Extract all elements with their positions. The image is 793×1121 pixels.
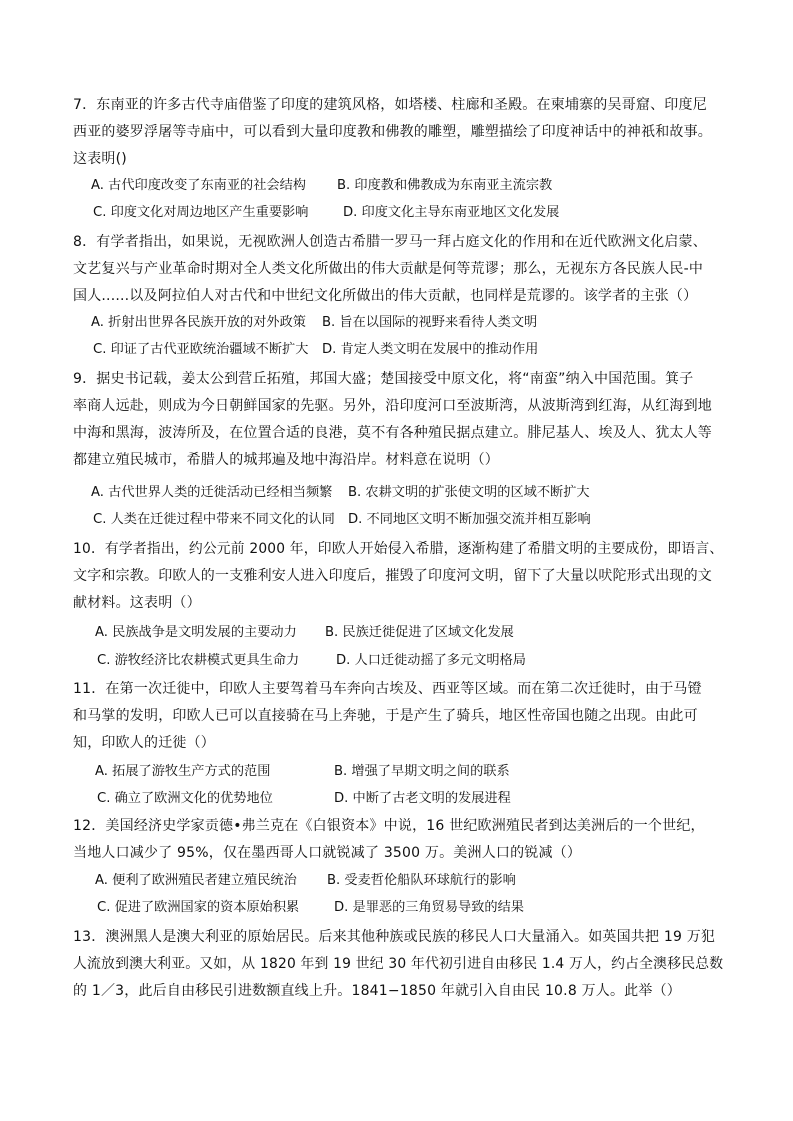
q7-option-b: B. 印度教和佛教成为东南亚主流宗教 (337, 178, 553, 193)
q12-option-b: B. 受麦哲伦船队环球航行的影响 (327, 873, 516, 888)
q7-line-2: 西亚的婆罗浮屠等寺庙中，可以看到大量印度教和佛教的雕塑，雕塑描绘了印度神话中的神祇和故事。 (73, 124, 712, 140)
q10-option-d: D. 人口迁徙动摇了多元文明格局 (336, 653, 526, 668)
q10-line-2: 文字和宗教。印欧人的一支雅利安人进入印度后，摧毁了印度河文明，留下了大量以吠陀形式出现的文 (73, 568, 712, 584)
q11-option-a: A. 拓展了游牧生产方式的范围 (95, 764, 271, 779)
q8-option-c: C. 印证了古代亚欧统治疆域不断扩大 (93, 342, 309, 357)
q9-option-c: C. 人类在迁徙过程中带来不同文化的认同 (93, 512, 335, 527)
q12-line-1: 12．美国经济史学家贡德•弗兰克在《白银资本》中说，16 世纪欧洲殖民者到达美洲后的一个世纪， (73, 818, 705, 834)
q12-option-c: C. 促进了欧洲国家的资本原始积累 (97, 900, 300, 915)
q12-option-a: A. 便利了欧洲殖民者建立殖民统治 (95, 873, 297, 888)
q7-option-c: C. 印度文化对周边地区产生重要影响 (93, 205, 309, 220)
q11-option-d: D. 中断了古老文明的发展进程 (334, 791, 511, 806)
q9-option-d: D. 不同地区文明不断加强交流并相互影响 (348, 512, 591, 527)
q10-option-c: C. 游牧经济比农耕模式更具生命力 (97, 653, 300, 668)
q10-line-3: 献材料。这表明（） (73, 595, 201, 611)
q8-line-1: 8．有学者指出，如果说，无视欧洲人创造古希腊一罗马一拜占庭文化的作用和在近代欧洲文化启蒙、 (73, 234, 707, 250)
q7-line-1: 7．东南亚的许多古代寺庙借鉴了印度的建筑风格，如塔楼、柱廊和圣殿。在柬埔寨的吴哥窟、印度尼 (73, 97, 707, 113)
q9-line-4: 都建立殖民城市，希腊人的城邦遍及地中海沿岸。材料意在说明（） (73, 452, 499, 468)
q9-line-1: 9．据史书记载，姜太公到营丘拓殖，邦国大盛；楚国接受中原文化，将“南蛮”纳入中国范围。箕子 (73, 371, 694, 387)
q11-option-b: B. 增强了早期文明之间的联系 (334, 764, 510, 779)
q11-line-2: 和马掌的发明，印欧人已可以直接骑在马上奔驰，于是产生了骑兵，地区性帝国也随之出现。由此可 (73, 708, 698, 724)
q10-option-b: B. 民族迁徙促进了区域文化发展 (325, 625, 514, 640)
q11-option-c: C. 确立了欧洲文化的优势地位 (97, 791, 273, 806)
q8-line-3: 国人......以及阿拉伯人对古代和中世纪文化所做出的伟大贡献，也同样是荒谬的。该学者的主张（） (73, 288, 698, 304)
q13-line-3: 的 1／3，此后自由移民引进数额直线上升。1841−1850 年就引入自由民 10.8 万人。此举（） (73, 983, 681, 999)
q13-line-2: 人流放到澳大利亚。又如，从 1820 年到 19 世纪 30 年代初引进自由移民 1.4 万人，约占全澳移民总数 (73, 956, 724, 972)
q7-line-3: 这表明() (73, 151, 127, 167)
q10-line-1: 10．有学者指出，约公元前 2000 年，印欧人开始侵入希腊，逐渐构建了希腊文明的主要成份，即语言、 (73, 541, 724, 557)
q12-line-2: 当地人口减少了 95%，仅在墨西哥人口就锐减了 3500 万。美洲人口的锐减（） (73, 845, 582, 861)
q9-line-2: 率商人远赴，则成为今日朝鲜国家的先驱。另外，沿印度河口至波斯湾，从波斯湾到红海，从红海到地 (73, 398, 712, 414)
q10-option-a: A. 民族战争是文明发展的主要动力 (95, 625, 297, 640)
q8-option-a: A. 折射出世界各民族开放的对外政策 (91, 315, 306, 330)
q11-line-3: 知，印欧人的迁徙（） (73, 735, 215, 751)
q9-line-3: 中海和黑海，波涛所及，在位置合适的良港，莫不有各种殖民据点建立。腓尼基人、埃及人、犹太人等 (73, 425, 712, 441)
q9-option-a: A. 古代世界人类的迁徙活动已经相当频繁 (91, 485, 333, 500)
q9-option-b: B. 农耕文明的扩张使文明的区域不断扩大 (348, 485, 590, 500)
q7-option-d: D. 印度文化主导东南亚地区文化发展 (343, 205, 560, 220)
q13-line-1: 13．澳洲黑人是澳大利亚的原始居民。后来其他种族或民族的移民人口大量涌入。如英国共把 19 万犯 (73, 929, 716, 945)
q8-line-2: 文艺复兴与产业革命时期对全人类文化所做出的伟大贡献是何等荒谬；那么，无视东方各民族人民-中 (73, 261, 704, 277)
q7-option-a: A. 古代印度改变了东南亚的社会结构 (91, 178, 306, 193)
q8-option-d: D. 肯定人类文明在发展中的推动作用 (322, 342, 539, 357)
q11-line-1: 11．在第一次迁徙中，印欧人主要驾着马车奔向古埃及、西亚等区域。而在第二次迁徙时，由于马镫 (73, 681, 702, 697)
q12-option-d: D. 是罪恶的三角贸易导致的结果 (334, 900, 524, 915)
q8-option-b: B. 旨在以国际的视野来看待人类文明 (322, 315, 538, 330)
